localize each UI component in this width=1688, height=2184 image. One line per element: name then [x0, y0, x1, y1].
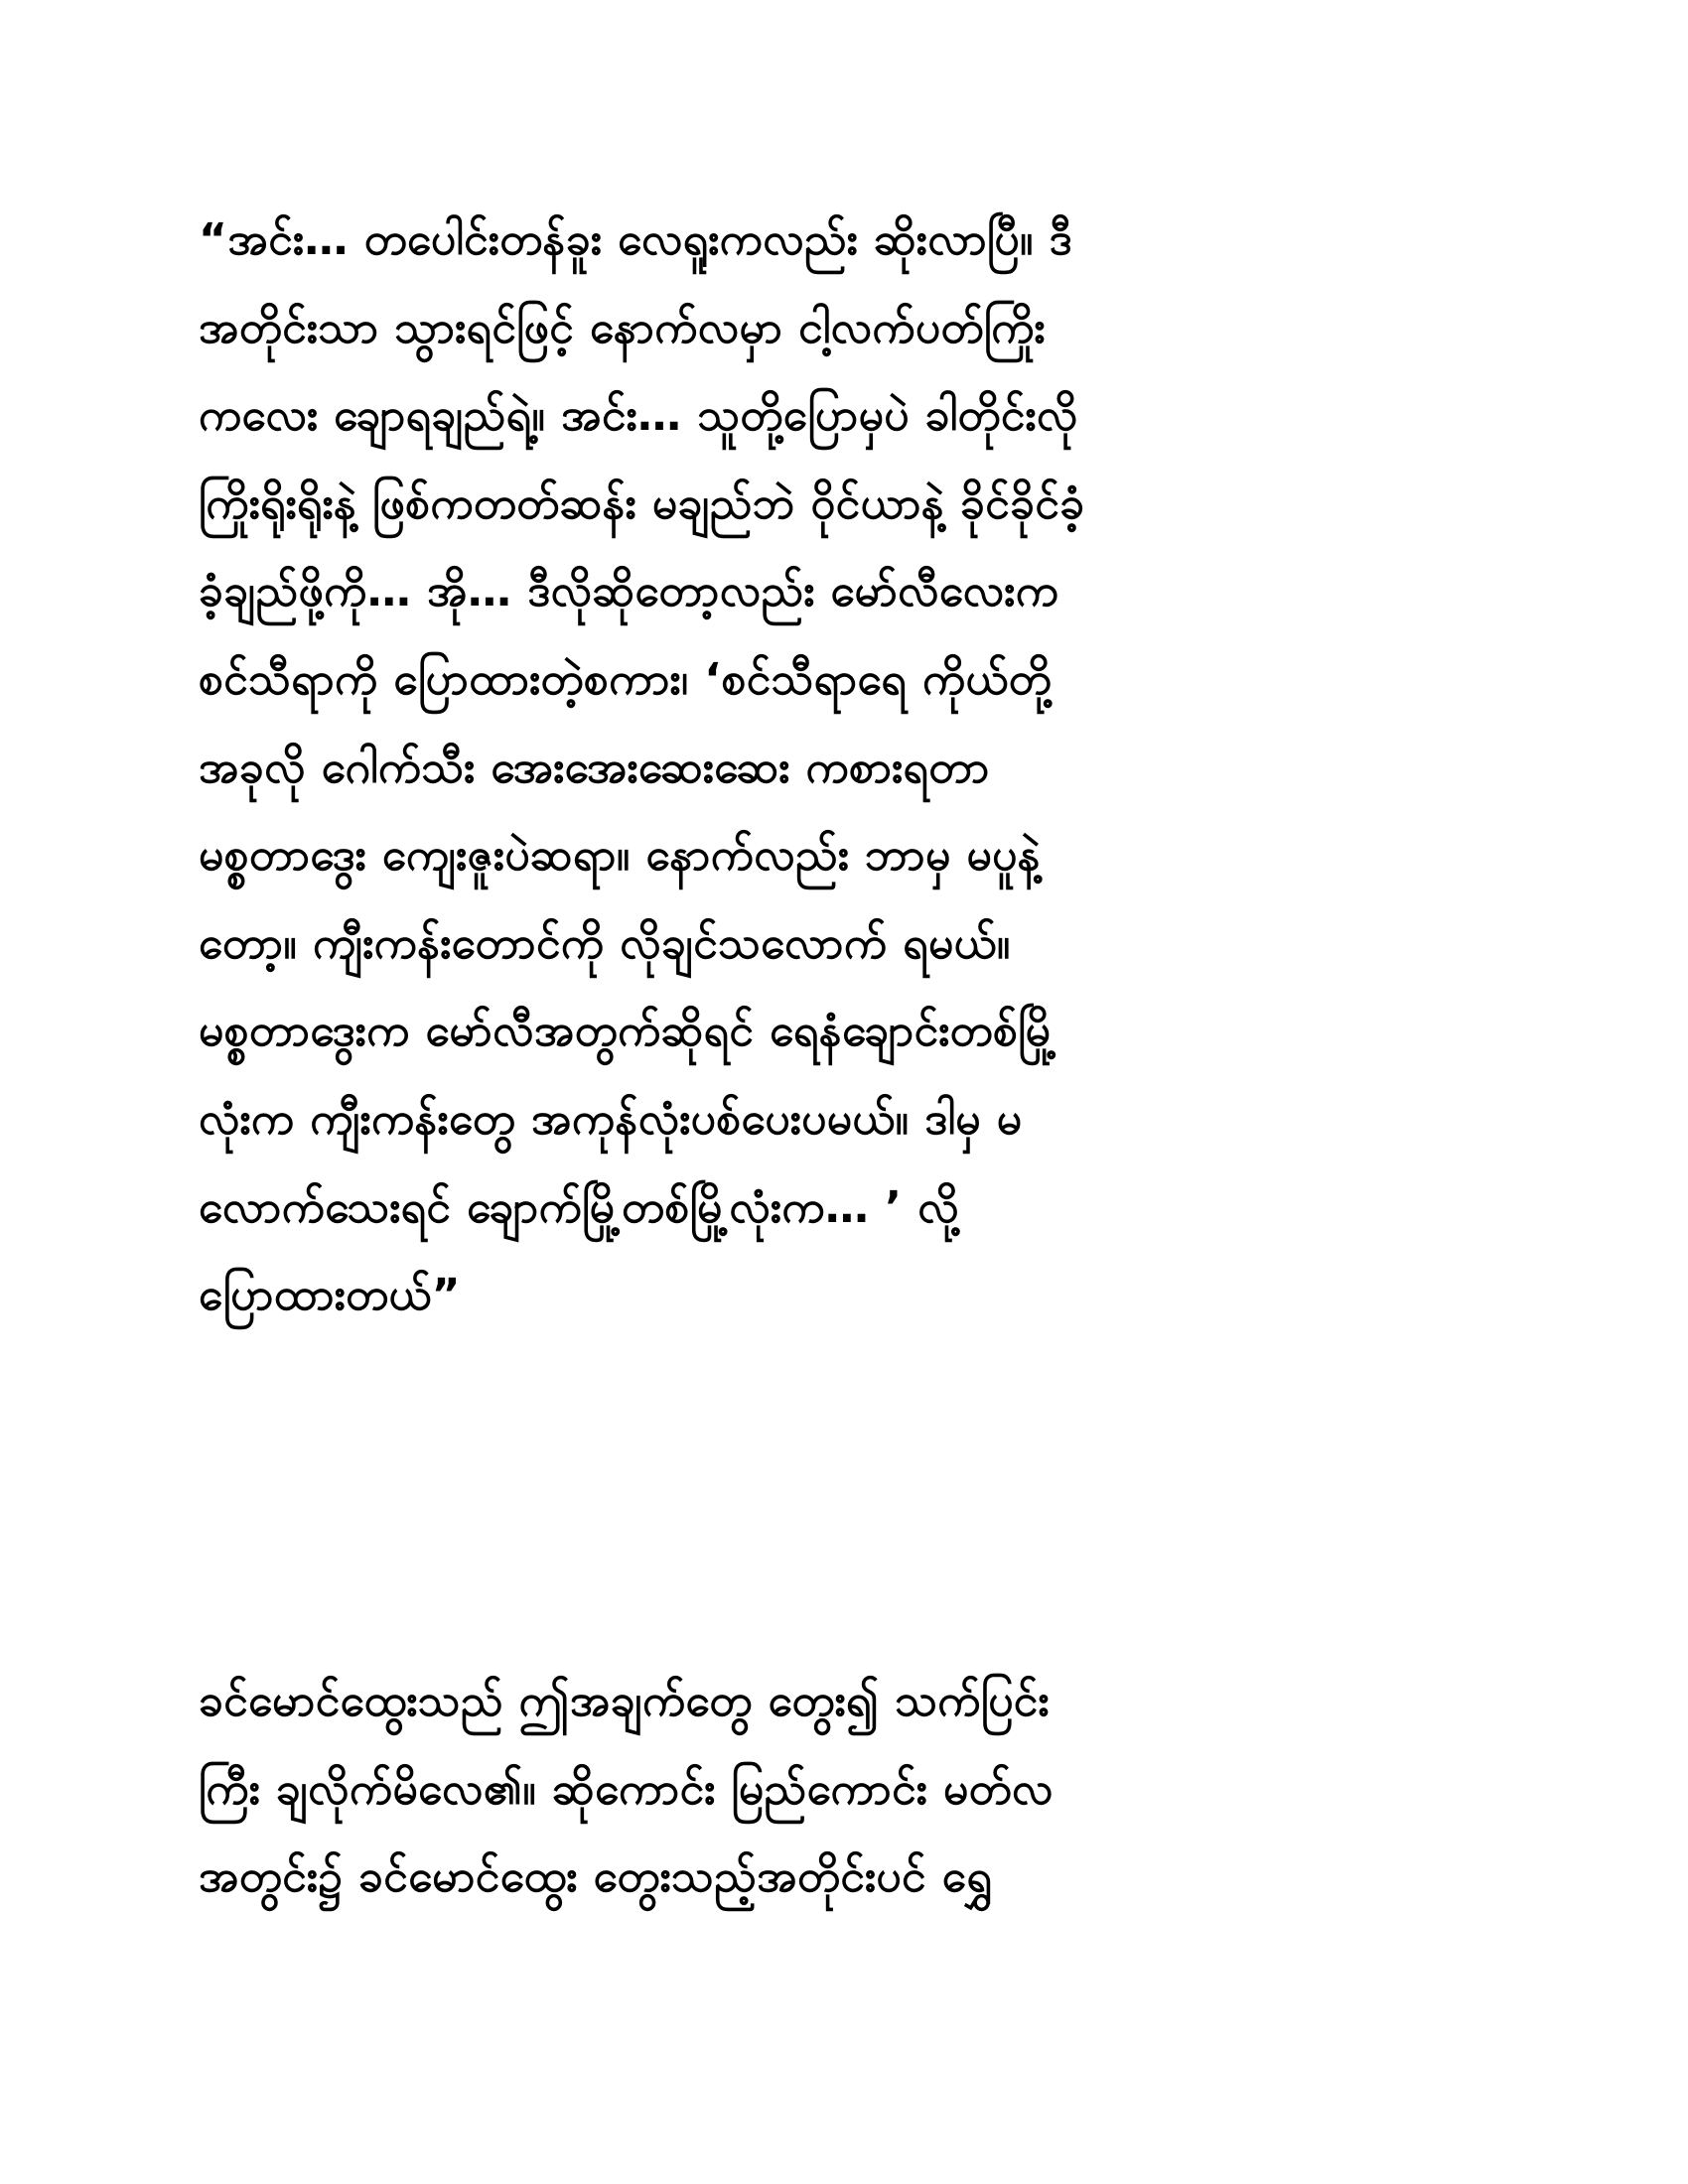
text-line: အခုလို ဂေါက်သီး အေးအေးဆေးဆေး ကစားရတာ [199, 742, 990, 793]
text-line: ကလေး ချောရချည်ရဲ့။ အင်း… သူတို့ပြောမှပဲ ခါတိုင်းလို [199, 390, 1078, 442]
text-line: ခံ့ချည်ဖို့ကို… အို… ဒီလိုဆိုတော့လည်း မော်လီလေးက [199, 566, 1059, 617]
paragraph-2 [199, 1658, 1489, 1922]
text-line: မစ္စတာဒွေး ကျေးဇူးပဲဆရာ။ နောက်လည်း ဘာမှ မပူနဲ့ [199, 830, 1041, 882]
paragraph-1 [199, 197, 1489, 1340]
text-line: အတွင်း၌ ခင်မောင်ထွေး တွေးသည့်အတိုင်းပင် ရွှေ [199, 1851, 993, 1903]
text-line: ကြိုးရိုးရိုးနဲ့ ဖြစ်ကတတ်ဆန်း မချည်ဘဲ ဝိုင်ယာနဲ့ ခိုင်ခိုင်ခံ့ [199, 478, 1085, 529]
text-line: စင်သီရာကို ပြောထားတဲ့စကား၊ ‘စင်သီရာရေ ကိုယ်တို့ [199, 653, 1053, 705]
text-line: လောက်သေးရင် ချောက်မြို့တစ်မြို့လုံးက… ’ လို့ [199, 1181, 959, 1233]
text-line: ကြီး ချလိုက်မိလေ၏။ ဆိုကောင်း မြည်ကောင်း မတ်လ [199, 1763, 1054, 1815]
text-line: အတိုင်းသာ သွားရင်ဖြင့် နောက်လမှာ ငါ့လက်ပတ်ကြိုး [199, 302, 1046, 353]
text-line: ခင်မောင်ထွေးသည် ဤအချက်တွေ တွေး၍ သက်ပြင်း [199, 1676, 1050, 1726]
text-line: လုံးက ကျီးကန်းတွေ အကုန်လုံးပစ်ပေးပမယ်။ ဒါမှ မ [199, 1093, 1023, 1145]
text-line: ပြောထားတယ်” [199, 1270, 462, 1321]
text-line: တော့။ ကျီးကန်းတောင်ကို လိုချင်သလောက် ရမယ်။ [199, 917, 1011, 969]
text-line: မစ္စတာဒွေးက မော်လီအတွက်ဆိုရင် ရေနံချောင်းတစ်မြို့ [199, 1006, 1058, 1057]
text-line: “အင်း… တပေါင်းတန်ခူး လေရူးကလည်း ဆိုးလာပြီ။ ဒီ [199, 214, 1073, 265]
